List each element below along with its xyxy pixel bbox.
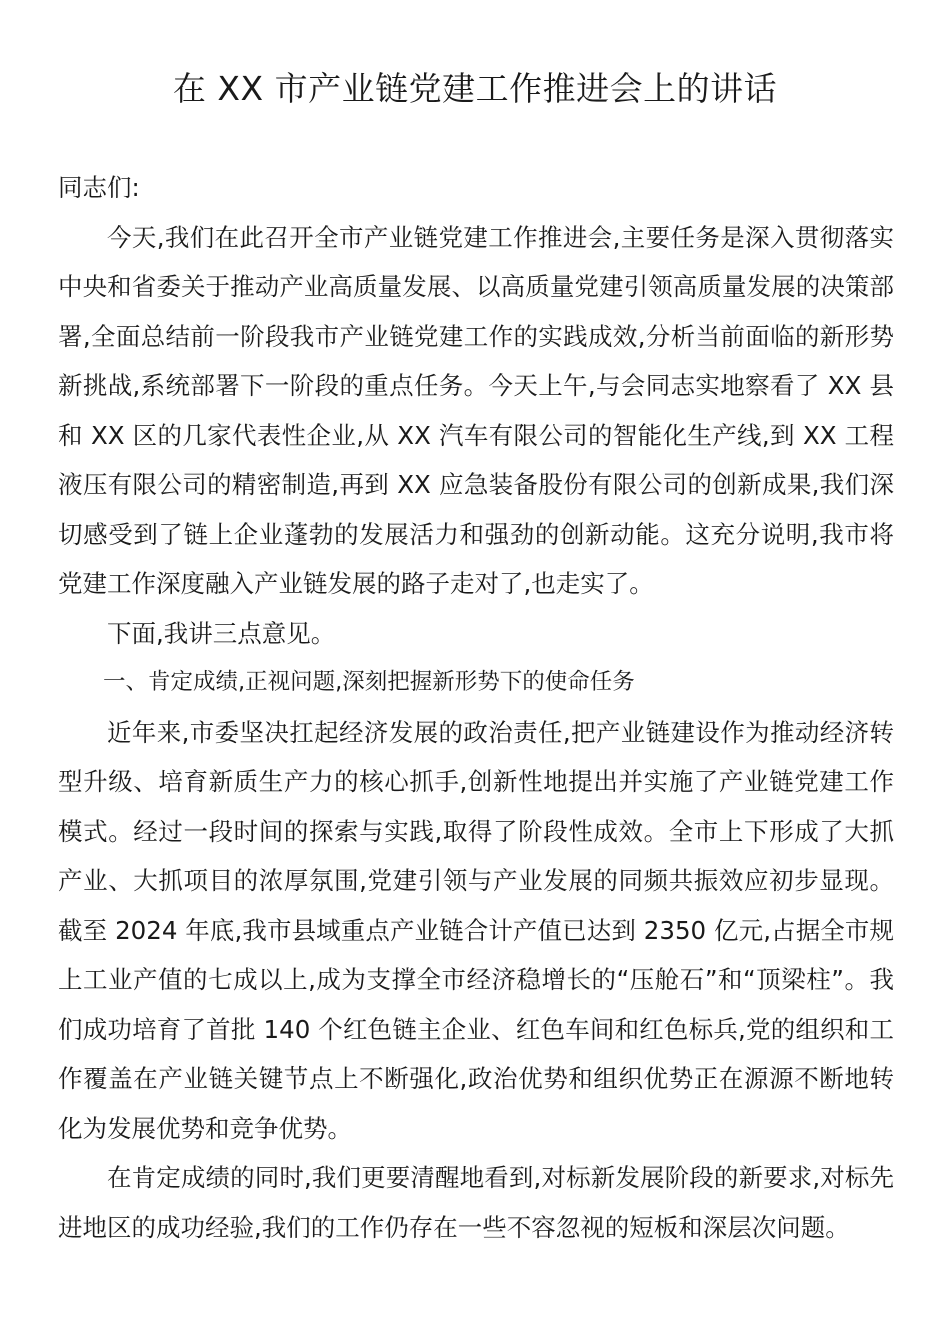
document-title: 在 XX 市产业链党建工作推进会上的讲话 [172,69,778,108]
paragraph-opening: 今天,我们在此召开全市产业链党建工作推进会,主要任务是深入贯彻落实中央和省委关于推动产业高质量发展、以高质量党建引领高质量发展的决策部署,全面总结前一阶段我市产业链党建工作的实践成效,分析当前面临的新形势新挑战,系统部署下一阶段的重点任务。今天上午,与会同志实地察看了 XX 县和 XX 区的几家代表性企业,从 XX 汽车有限公司的智能化生产线,到 XX 工程液压有限公司的精密制造,再到 XX 应急装备股份有限公司的创新成果,我们深切感受到了链上企业蓬勃的发展活力和强劲的创新动能。这充分说明,我市将党建工作深度融入产业链发展的路子走对了,也走实了。 [58,222,894,598]
document-body [58,163,894,1252]
paragraph-achievements: 近年来,市委坚决扛起经济发展的政治责任,把产业链建设作为推动经济转型升级、培育新质生产力的核心抓手,创新性地提出并实施了产业链党建工作模式。经过一段时间的探索与实践,取得了阶段性成效。全市上下形成了大抓产业、大抓项目的浓厚氛围,党建引领与产业发展的同频共振效应初步显现。截至 2024 年底,我市县域重点产业链合计产值已达到 2350 亿元,占据全市规上工业产值的七成以上,成为支撑全市经济稳增长的“压舱石”和“顶梁柱”。我们成功培育了首批 140 个红色链主企业、红色车间和红色标兵,党的组织和工作覆盖在产业链关键节点上不断强化,政治优势和组织优势正在源源不断地转化为发展优势和竞争优势。 [58,717,894,1143]
section-heading: 一、肯定成绩,正视问题,深刻把握新形势下的使命任务 [103,669,635,695]
paragraph-problems: 在肯定成绩的同时,我们更要清醒地看到,对标新发展阶段的新要求,对标先进地区的成功经验,我们的工作仍存在一些不容忽视的短板和深层次问题。 [58,1163,894,1242]
salutation: 同志们: [58,173,140,202]
paragraph-transition: 下面,我讲三点意见。 [107,618,336,648]
